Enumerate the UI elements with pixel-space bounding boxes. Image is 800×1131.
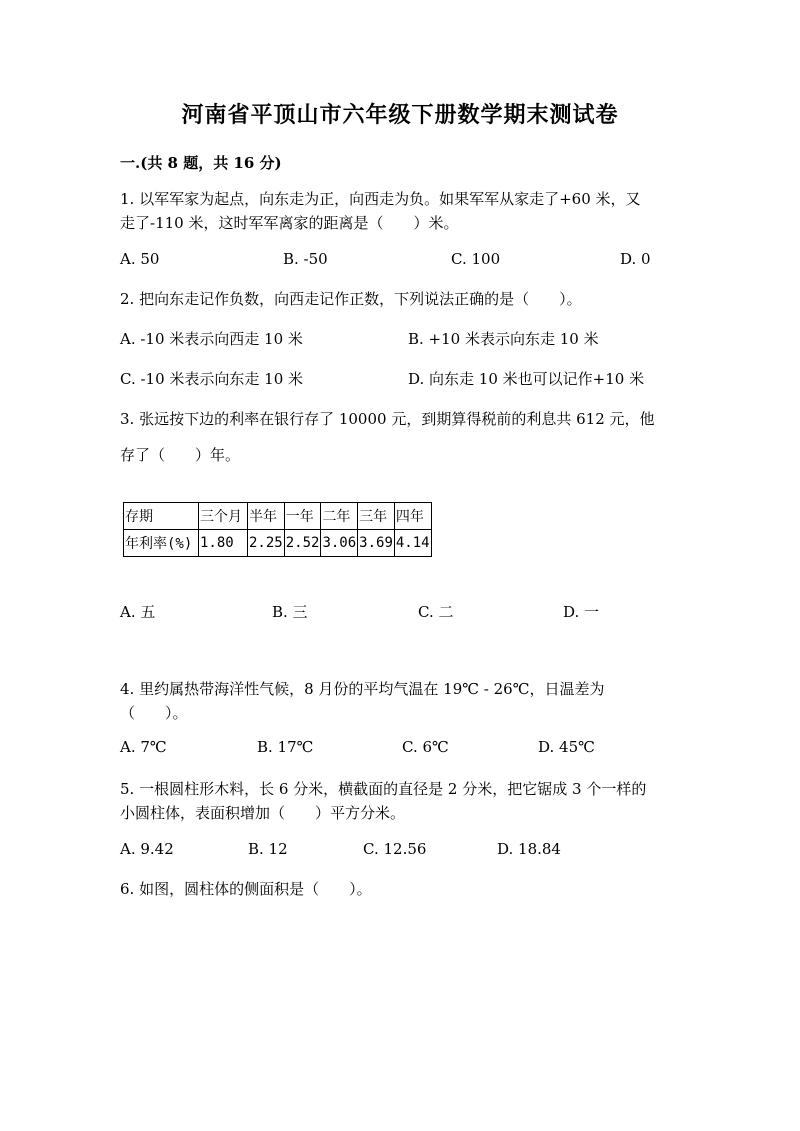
question-4-option-b: B. 17℃ bbox=[257, 738, 314, 756]
section-heading: 一.(共 8 题，共 16 分) bbox=[120, 154, 282, 172]
question-3-option-c: C. 二 bbox=[418, 603, 454, 621]
question-4-option-a: A. 7℃ bbox=[120, 738, 167, 756]
question-2-option-a: A. -10 米表示向西走 10 米 bbox=[120, 330, 303, 348]
question-2-option-c: C. -10 米表示向东走 10 米 bbox=[120, 370, 304, 388]
question-1-option-a: A. 50 bbox=[120, 250, 160, 268]
table-cell: 4.14 bbox=[394, 530, 431, 557]
interest-rate-table bbox=[123, 502, 432, 557]
question-4-option-d: D. 45℃ bbox=[538, 738, 595, 756]
table-cell: 2.52 bbox=[284, 530, 321, 557]
question-5-line-1: 5. 一根圆柱形木料，长 6 分米，横截面的直径是 2 分米，把它锯成 3 个一样的 bbox=[120, 780, 647, 798]
question-5-option-a: A. 9.42 bbox=[120, 840, 174, 858]
question-1-option-d: D. 0 bbox=[620, 250, 651, 268]
question-3-line-1: 3. 张远按下边的利率在银行存了 10000 元，到期算得税前的利息共 612 元，他 bbox=[120, 410, 655, 428]
question-3-line-2: 存了（ ）年。 bbox=[120, 446, 241, 464]
question-4-line-1: 4. 里约属热带海洋性气候，8 月份的平均气温在 19℃ - 26℃，日温差为 bbox=[120, 680, 605, 698]
question-3-option-d: D. 一 bbox=[563, 603, 600, 621]
question-4-line-2: （ ）。 bbox=[120, 704, 188, 722]
table-header-row bbox=[124, 503, 432, 530]
table-cell: 1.80 bbox=[199, 530, 248, 557]
question-1-option-b: B. -50 bbox=[283, 250, 328, 268]
question-5-option-d: D. 18.84 bbox=[497, 840, 561, 858]
table-header-cell: 半年 bbox=[248, 503, 285, 530]
page-title: 河南省平顶山市六年级下册数学期末测试卷 bbox=[181, 102, 619, 128]
table-header-cell: 四年 bbox=[394, 503, 431, 530]
question-5-line-2: 小圆柱体，表面积增加（ ）平方分米。 bbox=[120, 804, 406, 822]
table-header-cell: 一年 bbox=[284, 503, 321, 530]
table-cell: 年利率(%) bbox=[124, 530, 199, 557]
table-header-cell: 存期 bbox=[124, 503, 199, 530]
question-6-line-1: 6. 如图，圆柱体的侧面积是（ ）。 bbox=[120, 880, 372, 898]
table-row bbox=[124, 530, 432, 557]
question-3-option-a: A. 五 bbox=[120, 603, 156, 621]
table-cell: 3.69 bbox=[358, 530, 395, 557]
question-2-option-d: D. 向东走 10 米也可以记作+10 米 bbox=[408, 370, 645, 388]
table-cell: 3.06 bbox=[321, 530, 358, 557]
question-4-option-c: C. 6℃ bbox=[402, 738, 449, 756]
question-1-line-2: 走了-110 米，这时军军离家的距离是（ ）米。 bbox=[120, 214, 459, 232]
question-1-option-c: C. 100 bbox=[451, 250, 501, 268]
table-cell: 2.25 bbox=[248, 530, 285, 557]
question-2-option-b: B. +10 米表示向东走 10 米 bbox=[408, 330, 599, 348]
question-3-option-b: B. 三 bbox=[272, 603, 308, 621]
table-header-cell: 三个月 bbox=[199, 503, 248, 530]
question-1-line-1: 1. 以军军家为起点，向东走为正，向西走为负。如果军军从家走了+60 米，又 bbox=[120, 190, 641, 208]
table-header-cell: 三年 bbox=[358, 503, 395, 530]
question-2-line-1: 2. 把向东走记作负数，向西走记作正数，下列说法正确的是（ ）。 bbox=[120, 290, 582, 308]
table-header-cell: 二年 bbox=[321, 503, 358, 530]
question-5-option-b: B. 12 bbox=[248, 840, 288, 858]
question-5-option-c: C. 12.56 bbox=[363, 840, 427, 858]
